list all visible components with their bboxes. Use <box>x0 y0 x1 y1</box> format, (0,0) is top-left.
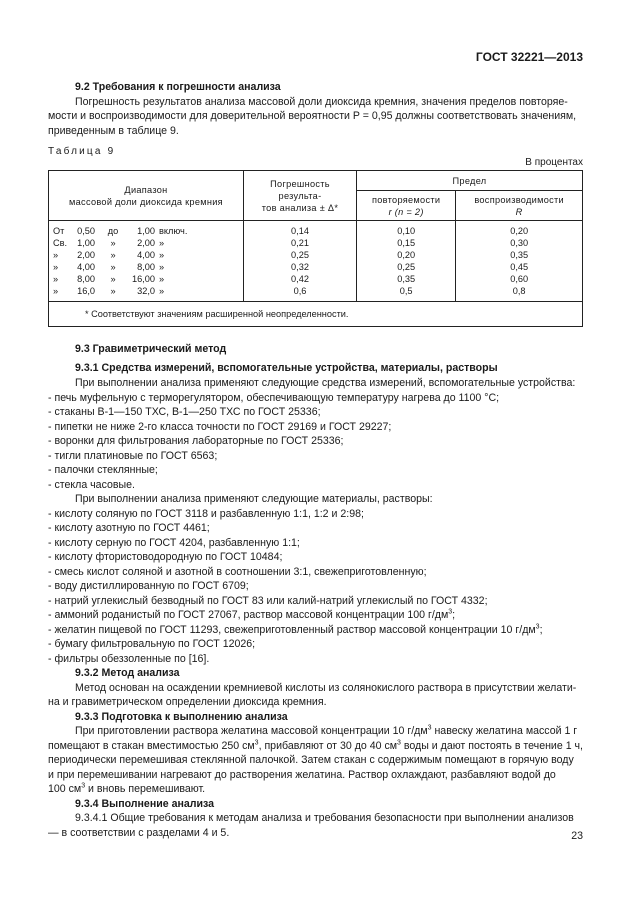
list-item: - смесь кислот соляной и азотной в соотношении 3:1, свежеприготовленную; <box>48 565 427 578</box>
superscript: 3 <box>397 738 401 746</box>
range-pre: Св. <box>53 238 68 248</box>
superscript: 3 <box>448 608 453 616</box>
para-line: на и гравиметрическом определении диоксида кремния. <box>48 696 327 708</box>
list-item: - стекла часовые. <box>48 478 135 491</box>
range-suffix: » <box>159 250 165 260</box>
header-error <box>244 171 357 221</box>
reproducibility-column <box>456 221 583 302</box>
range-cell <box>53 249 239 261</box>
range-cell <box>53 273 239 285</box>
range-pre: » <box>53 262 59 272</box>
reproducibility-cell: 0,20 <box>510 226 529 236</box>
section-9-3-4-title: 9.3.4 Выполнение анализа <box>75 797 215 810</box>
instruments-list <box>48 391 582 493</box>
range-suffix: » <box>159 238 165 248</box>
text-run: При приготовлении раствора желатина массовой концентрации 10 г/дм <box>75 725 428 737</box>
reproducibility-cell: 0,30 <box>510 238 529 248</box>
para-line <box>48 782 582 797</box>
range-to: 2,00 <box>137 238 155 248</box>
list-item: - бумагу фильтровальную по ГОСТ 12026; <box>48 638 256 650</box>
range-sep: » <box>110 286 116 296</box>
range-suffix: » <box>159 274 165 284</box>
superscript: 3 <box>81 782 86 790</box>
range-from: 0,50 <box>77 226 95 236</box>
list-item: - воронки для фильтрования лабораторные по ГОСТ 25336; <box>48 435 344 447</box>
range-from: 4,00 <box>77 262 95 272</box>
list-item: - пипетки не ниже 2-го класса точности по ГОСТ 29169 и ГОСТ 29227; <box>48 420 392 433</box>
header-reproducibility <box>456 191 583 221</box>
header-repeatability <box>357 191 456 221</box>
error-cell: 0,32 <box>291 262 309 272</box>
range-cell <box>53 225 239 237</box>
section-9-2-title: 9.2 Требования к погрешности анализа <box>75 81 281 93</box>
section-9-2-paragraph <box>48 95 582 138</box>
superscript: 3 <box>535 622 540 630</box>
list-item: - кислоту соляную по ГОСТ 3118 и разбавленную 1:1, 1:2 и 2:98; <box>48 507 364 520</box>
materials-list <box>48 507 582 609</box>
range-to: 8,00 <box>137 262 155 272</box>
header-text: массовой доли диоксида кремния <box>69 196 223 207</box>
repeatability-cell: 0,20 <box>397 250 416 260</box>
range-sep: » <box>110 238 116 248</box>
list-item: - тигли платиновые по ГОСТ 6563; <box>48 449 218 462</box>
materials-intro: При выполнении анализа применяют следующие материалы, растворы: <box>75 493 433 505</box>
table-label: Таблица 9 <box>48 146 116 157</box>
range-pre: » <box>53 274 59 284</box>
table-footnote: * Соответствуют значениям расширенной неопределенности. <box>49 302 583 327</box>
range-from: 16,0 <box>77 286 95 296</box>
header-text: повторяемости <box>371 194 441 205</box>
repeatability-cell: 0,15 <box>397 238 416 248</box>
list-item: - кислоту серную по ГОСТ 4204, разбавленную 1:1; <box>48 536 300 549</box>
repeatability-cell: 0,5 <box>399 286 413 296</box>
range-to: 1,00 <box>137 226 155 236</box>
range-suffix: включ. <box>159 226 188 236</box>
text-run: помещают в стакан вместимостью 250 см <box>48 739 255 752</box>
range-cell <box>53 285 239 297</box>
list-item: - фильтры обеззоленные по [16]. <box>48 652 210 665</box>
header-range <box>49 171 244 221</box>
range-suffix: » <box>159 286 165 296</box>
range-pre: » <box>53 250 59 260</box>
para-line: 9.3.4.1 Общие требования к методам анализа и требования безопасности при выполнении анализов <box>75 812 574 824</box>
header-text: воспроизводимости <box>474 194 564 205</box>
error-column <box>244 221 357 302</box>
range-pre: От <box>53 226 65 236</box>
section-9-3-3-title: 9.3.3 Подготовка к выполнению анализа <box>75 710 288 723</box>
section-9-3-1-title: 9.3.1 Средства измерений, вспомогательные устройства, материалы, растворы <box>75 362 498 374</box>
range-from: 2,00 <box>77 250 95 260</box>
list-item: - аммоний роданистый по ГОСТ 27067, раствор массовой концентрации 100 $г/дм^3$; <box>48 608 456 621</box>
para-line: и при перемешивании нагревают до растворения желатина. Раствор охлаждают, разбавляют водой до <box>48 768 556 781</box>
range-to: 4,00 <box>137 250 155 260</box>
table-unit-note: В процентах <box>525 157 583 168</box>
range-to: 32,0 <box>137 286 155 296</box>
error-cell: 0,25 <box>291 250 309 260</box>
range-to: 16,00 <box>132 274 155 284</box>
repeatability-cell: 0,10 <box>397 226 416 236</box>
list-item-text: - аммоний роданистый по ГОСТ 27067, раствор массовой концентрации 100 г/дм <box>48 609 449 621</box>
list-item: - желатин пищевой по ГОСТ 11293, свежеприготовленный раствор массовой концентрации 10 $г/дм^3$; <box>48 622 543 636</box>
range-from: 1,00 <box>77 238 95 248</box>
list-item: - кислоту азотную по ГОСТ 4461; <box>48 522 210 534</box>
para-line: Метод основан на осаждении кремниевой кислоты из солянокислого раствора в присутствии желати- <box>75 681 577 694</box>
error-cell: 0,21 <box>291 238 309 248</box>
para-line: периодически перемешивая стеклянной палочкой. Затем стакан с содержимым помещают в горячую воду <box>48 754 574 766</box>
header-text: r (n = 2) <box>388 206 424 217</box>
error-cell: 0,42 <box>291 274 309 284</box>
list-item-text: - желатин пищевой по ГОСТ 11293, свежеприготовленный раствор массовой концентрации 10 г/дм <box>48 623 536 636</box>
header-limit: Предел <box>357 171 583 191</box>
error-cell: 0,14 <box>291 226 309 236</box>
para-line <box>48 724 582 739</box>
text-run: 100 см <box>48 783 82 795</box>
repeatability-column <box>357 221 456 302</box>
section-9-3-title: 9.3 Гравиметрический метод <box>75 343 227 355</box>
superscript: 3 <box>427 724 432 732</box>
para-line: приведенным в таблице 9. <box>48 124 179 137</box>
header-text: Погрешность результа- <box>270 178 330 201</box>
range-sep: до <box>107 226 119 236</box>
text-run: навеску желатина массой 1 г <box>431 725 578 737</box>
text-run: воды и дают постоять в течение 1 ч, <box>400 739 583 752</box>
range-column <box>49 221 244 302</box>
list-item: - стаканы В-1—150 ТХС, В-1—250 ТХС по ГОСТ 25336; <box>48 406 321 418</box>
text-run: , прибавляют от 30 до 40 см <box>258 739 398 752</box>
range-sep: » <box>110 262 116 272</box>
list-item: - печь муфельную с терморегулятором, обеспечивающую температуру нагрева до 1100 °С; <box>48 391 500 404</box>
superscript: 3 <box>254 738 259 746</box>
table-9 <box>48 170 583 327</box>
reproducibility-cell: 0,8 <box>512 286 526 296</box>
range-sep: » <box>110 274 116 284</box>
repeatability-cell: 0,25 <box>397 262 416 272</box>
list-item: - натрий углекислый безводный по ГОСТ 83 или калий-натрий углекислый по ГОСТ 4332; <box>48 594 488 607</box>
page-number: 23 <box>571 830 583 842</box>
range-suffix: » <box>159 262 165 272</box>
range-from: 8,00 <box>77 274 95 284</box>
para-line: Погрешность результатов анализа массовой доли диоксида кремния, значения пределов повторяе- <box>75 96 568 108</box>
para-line <box>48 739 582 754</box>
standard-id: ГОСТ 32221—2013 <box>475 50 583 64</box>
para-line: мости и воспроизводимости для доверительной вероятности P = 0,95 должны соответствовать значениям, <box>48 110 577 123</box>
section-9-3-1-body <box>48 376 582 840</box>
list-item: - палочки стеклянные; <box>48 464 158 476</box>
header-text: Диапазон <box>124 184 168 195</box>
range-cell <box>53 261 239 273</box>
list-item: - кислоту фтористоводородную по ГОСТ 10484; <box>48 551 283 563</box>
text-run: и вновь перемешивают. <box>85 783 206 795</box>
instruments-intro: При выполнении анализа применяют следующие средства измерений, вспомогательные устройства: <box>75 377 576 389</box>
range-sep: » <box>110 250 116 260</box>
repeatability-cell: 0,35 <box>397 274 416 284</box>
error-cell: 0,6 <box>293 286 307 296</box>
reproducibility-cell: 0,35 <box>510 250 529 260</box>
reproducibility-cell: 0,45 <box>510 262 529 272</box>
range-pre: » <box>53 286 59 296</box>
reproducibility-cell: 0,60 <box>510 274 529 284</box>
section-9-3-2-title: 9.3.2 Метод анализа <box>75 667 180 679</box>
para-line: — в соответствии с разделами 4 и 5. <box>48 826 230 839</box>
header-text: тов анализа ± Δ* <box>261 202 339 213</box>
range-cell <box>53 237 239 249</box>
list-item: - воду дистиллированную по ГОСТ 6709; <box>48 580 249 592</box>
header-text: R <box>515 206 523 217</box>
